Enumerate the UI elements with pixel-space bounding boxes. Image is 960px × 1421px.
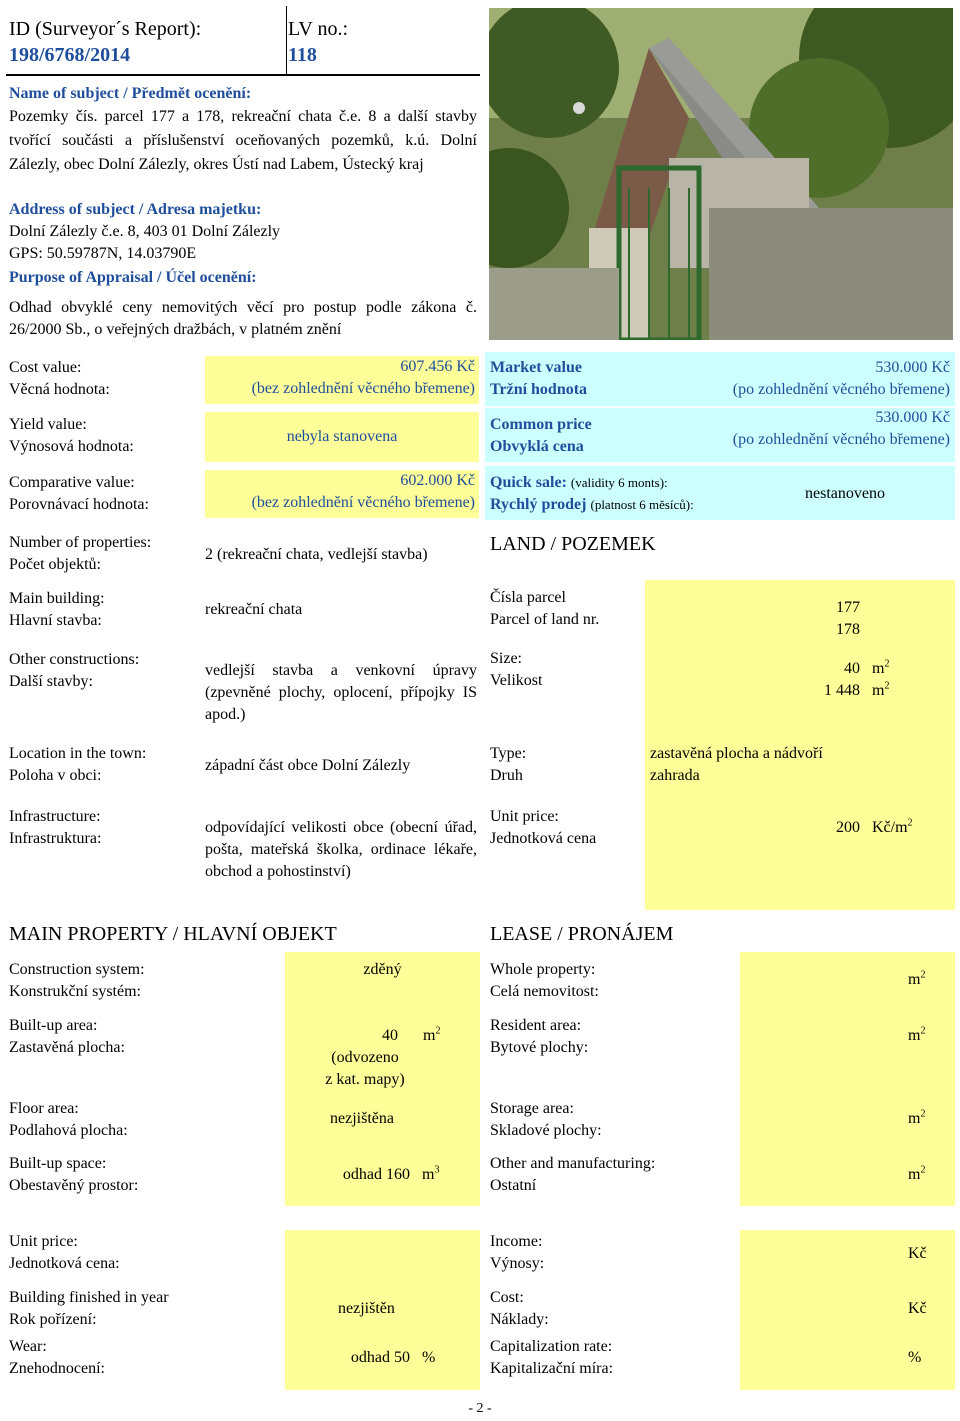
quick-value: nestanoveno <box>805 485 885 502</box>
quick-label <box>490 472 790 516</box>
yield-label <box>9 414 209 458</box>
bus-unit: m <box>422 1166 435 1183</box>
bua-label-en: Built-up area: <box>9 1017 98 1034</box>
whole-label <box>490 959 730 1003</box>
size-unit-exp-1: 2 <box>884 658 890 670</box>
yield-value-box <box>205 412 479 462</box>
cap-label-en: Capitalization rate: <box>490 1338 613 1355</box>
inc-label-cz: Výnosy: <box>490 1255 545 1272</box>
stor-label-cz: Skladové plochy: <box>490 1122 602 1139</box>
up-label-en: Unit price: <box>9 1233 78 1250</box>
unit-unit-wrap <box>872 817 952 839</box>
report-id <box>9 16 289 68</box>
num-label-en: Number of properties: <box>9 534 152 551</box>
market-value: 530.000 Kč <box>875 359 950 376</box>
inc-label <box>490 1231 730 1275</box>
lease-title: LEASE / PRONÁJEM <box>490 923 674 945</box>
report-id-label: ID (Surveyor´s Report): <box>9 18 202 40</box>
purpose-text: Odhad obvyklé ceny nemovitých věcí pro postup podle zákona č. 26/2000 Sb., o veřejných dražbách, v platném znění <box>9 299 477 338</box>
size-label-en: Size: <box>490 650 522 667</box>
house-photo <box>489 8 953 340</box>
num-label-cz: Počet objektů: <box>9 556 101 573</box>
parcel-178: 178 <box>836 621 860 638</box>
bus-label-cz: Obestavěný prostor: <box>9 1177 139 1194</box>
type-label-cz: Druh <box>490 767 523 784</box>
stor-unit-exp: 2 <box>920 1108 926 1120</box>
whole-unit-wrap <box>908 969 948 991</box>
bua-unit: m <box>423 1027 436 1044</box>
up-label <box>9 1231 279 1275</box>
land-title: LAND / POZEMEK <box>490 533 656 555</box>
comp-label-en: Comparative value: <box>9 474 135 491</box>
cost-lease-unit: Kč <box>908 1300 927 1317</box>
floor-label <box>9 1098 279 1142</box>
wear-value: odhad 50 <box>350 1349 410 1366</box>
res-unit-exp: 2 <box>920 1025 926 1037</box>
bua-label <box>9 1015 279 1059</box>
size-1: 40 <box>844 660 860 677</box>
other-value: vedlejší stavba a venkovní úpravy (zpevněné plochy, oplocení, přípojky IS apod.) <box>205 662 477 723</box>
cs-value: zděný <box>363 961 402 978</box>
size-label-cz: Velikost <box>490 672 543 689</box>
report-id-value: 198/6768/2014 <box>9 44 131 66</box>
common-label-cz: Obvyklá cena <box>490 438 584 455</box>
cost-label <box>9 357 209 401</box>
cost-lease-label <box>490 1287 730 1331</box>
stor-label <box>490 1098 730 1142</box>
quick-validity-cz: (platnost 6 měsíců): <box>590 497 694 512</box>
address-line: Dolní Zálezly č.e. 8, 403 01 Dolní Zálezly <box>9 223 281 240</box>
address-title: Address of subject / Adresa majetku: <box>9 201 262 218</box>
header-divider <box>6 74 480 76</box>
size-list <box>740 658 860 702</box>
unit-value: 200 <box>836 819 860 836</box>
bua-value-block <box>310 1025 420 1091</box>
unit-unit-exp: 2 <box>907 817 913 829</box>
year-label <box>9 1287 279 1331</box>
loc-label-en: Location in the town: <box>9 745 147 762</box>
wear-label-cz: Znehodnocení: <box>9 1360 105 1377</box>
floor-value: nezjištěna <box>330 1110 394 1127</box>
market-label <box>490 357 670 401</box>
stor-unit-wrap <box>908 1108 948 1130</box>
oth-unit-wrap <box>908 1164 948 1186</box>
up-label-cz: Jednotková cena: <box>9 1255 120 1272</box>
size-unit-exp-2: 2 <box>884 680 890 692</box>
floor-label-en: Floor area: <box>9 1100 79 1117</box>
cost-value-box <box>205 356 479 404</box>
bua-note2: z kat. mapy) <box>325 1071 405 1088</box>
year-label-en: Building finished in year <box>9 1289 169 1306</box>
quick-label-en: Quick sale: <box>490 474 567 491</box>
num-label <box>9 532 204 576</box>
common-value: 530.000 Kč <box>875 409 950 426</box>
main-label-en: Main building: <box>9 590 105 607</box>
oth-unit: m <box>908 1166 921 1183</box>
main-label <box>9 588 204 632</box>
size-unit-2: m <box>872 682 885 699</box>
bus-unit-wrap <box>422 1164 462 1186</box>
bua-label-cz: Zastavěná plocha: <box>9 1039 125 1056</box>
oth-label-en: Other and manufacturing: <box>490 1155 656 1172</box>
size-2: 1 448 <box>824 682 860 699</box>
unit-unit: Kč/m <box>872 819 908 836</box>
infra-label-cz: Infrastruktura: <box>9 830 102 847</box>
cs-label <box>9 959 279 1003</box>
unit-label <box>490 806 640 850</box>
common-value-box <box>660 407 950 451</box>
type-label <box>490 743 640 787</box>
common-note: (po zohlednění věcného břemene) <box>732 431 950 448</box>
common-label <box>490 414 670 458</box>
infra-label <box>9 806 204 850</box>
comp-note: (bez zohlednění věcného břemene) <box>251 494 475 511</box>
res-unit-wrap <box>908 1025 948 1047</box>
yield-label-en: Yield value: <box>9 416 87 433</box>
main-label-cz: Hlavní stavba: <box>9 612 102 629</box>
cost-label-cz: Věcná hodnota: <box>9 381 110 398</box>
quick-label-cz: Rychlý prodej <box>490 496 587 513</box>
bua-note1: (odvozeno <box>331 1049 399 1066</box>
purpose-title: Purpose of Appraisal / Účel ocenění: <box>9 269 257 286</box>
other-label-en: Other constructions: <box>9 651 140 668</box>
comp-label <box>9 472 209 516</box>
lv-value: 118 <box>288 44 317 66</box>
header-vdivider <box>286 6 287 74</box>
cost-value: 607.456 Kč <box>400 358 475 375</box>
loc-label <box>9 743 204 787</box>
whole-unit: m <box>908 971 921 988</box>
year-label-cz: Rok pořízení: <box>9 1311 97 1328</box>
cap-unit: % <box>908 1349 922 1366</box>
wear-unit: % <box>422 1349 436 1366</box>
parcel-list <box>760 597 860 641</box>
quick-validity-en: (validity 6 monts): <box>570 475 668 490</box>
unit-label-en: Unit price: <box>490 808 559 825</box>
res-label-cz: Bytové plochy: <box>490 1039 589 1056</box>
parcel-label <box>490 587 640 631</box>
parcel-177: 177 <box>836 599 860 616</box>
comp-label-cz: Porovnávací hodnota: <box>9 496 149 513</box>
yield-value: nebyla stanovena <box>286 428 398 445</box>
bua-unit-exp: 2 <box>435 1025 441 1037</box>
size-label <box>490 648 640 692</box>
other-label-cz: Další stavby: <box>9 673 93 690</box>
year-value: nezjištěn <box>338 1300 395 1317</box>
other-label <box>9 649 204 693</box>
cs-label-en: Construction system: <box>9 961 145 978</box>
cs-label-cz: Konstrukční systém: <box>9 983 141 1000</box>
type-list <box>650 743 950 787</box>
res-label <box>490 1015 730 1059</box>
inc-unit: Kč <box>908 1245 927 1262</box>
bus-label <box>9 1153 279 1197</box>
infra-label-en: Infrastructure: <box>9 808 101 825</box>
type-1: zastavěná plocha a nádvoří <box>650 745 823 762</box>
infra-value: odpovídající velikosti obce (obecní úřad, pošta, mateřská školka, ordinace lékaře, obchod a pohostinství) <box>205 819 477 880</box>
market-label-en: Market value <box>490 359 582 376</box>
type-2: zahrada <box>650 767 700 784</box>
oth-unit-exp: 2 <box>920 1164 926 1176</box>
market-note: (po zohlednění věcného břemene) <box>732 381 950 398</box>
res-unit: m <box>908 1027 921 1044</box>
stor-label-en: Storage area: <box>490 1100 574 1117</box>
main-value: rekreační chata <box>205 601 303 618</box>
market-value-box <box>660 357 950 401</box>
cap-label <box>490 1336 735 1380</box>
subject-text: Pozemky čís. parcel 177 a 178, rekreační chata č.e. 8 a další stavby tvořící součásti a příslušenství oceňovaných pozemků, k.ú. Dolní Zálezly, obec Dolní Zálezly, okres Ústí nad Labem, Ústecký kraj <box>9 108 477 173</box>
common-label-en: Common price <box>490 416 592 433</box>
bua-unit-wrap <box>423 1025 463 1047</box>
whole-unit-exp: 2 <box>920 969 926 981</box>
bus-value: odhad 160 <box>342 1166 410 1183</box>
subject-title: Name of subject / Předmět ocenění: <box>9 85 252 102</box>
bua-value: 40 <box>382 1027 398 1044</box>
wear-label <box>9 1336 279 1380</box>
type-label-en: Type: <box>490 745 527 762</box>
whole-label-cz: Celá nemovitost: <box>490 983 599 1000</box>
cost-note: (bez zohlednění věcného břemene) <box>251 380 475 397</box>
lv-label: LV no.: <box>288 18 349 40</box>
stor-unit: m <box>908 1110 921 1127</box>
loc-value: západní část obce Dolní Zálezly <box>205 757 411 774</box>
parcel-label-cz: Čísla parcel <box>490 589 566 606</box>
yield-label-cz: Výnosová hodnota: <box>9 438 134 455</box>
floor-label-cz: Podlahová plocha: <box>9 1122 128 1139</box>
res-label-en: Resident area: <box>490 1017 582 1034</box>
main-property-title: MAIN PROPERTY / HLAVNÍ OBJEKT <box>9 923 337 945</box>
cap-label-cz: Kapitalizační míra: <box>490 1360 614 1377</box>
size-units <box>872 658 912 702</box>
comp-value-box <box>205 470 479 518</box>
whole-label-en: Whole property: <box>490 961 596 978</box>
size-unit-1: m <box>872 660 885 677</box>
bus-label-en: Built-up space: <box>9 1155 107 1172</box>
cost-lease-label-cz: Náklady: <box>490 1311 549 1328</box>
num-value: 2 (rekreační chata, vedlejší stavba) <box>205 546 428 563</box>
bus-unit-exp: 3 <box>434 1164 440 1176</box>
page-number: - 2 - <box>468 1401 492 1416</box>
loc-label-cz: Poloha v obci: <box>9 767 102 784</box>
lv-number <box>288 16 478 68</box>
address-gps: GPS: 50.59787N, 14.03790E <box>9 245 197 262</box>
parcel-label-en: Parcel of land nr. <box>490 611 600 628</box>
oth-label <box>490 1153 735 1197</box>
house-photo-image <box>489 8 953 340</box>
market-label-cz: Tržní hodnota <box>490 381 588 398</box>
unit-label-cz: Jednotková cena <box>490 830 597 847</box>
cost-lease-label-en: Cost: <box>490 1289 524 1306</box>
comp-value: 602.000 Kč <box>400 472 475 489</box>
wear-label-en: Wear: <box>9 1338 47 1355</box>
inc-label-en: Income: <box>490 1233 543 1250</box>
oth-label-cz: Ostatní <box>490 1177 537 1194</box>
cost-label-en: Cost value: <box>9 359 82 376</box>
